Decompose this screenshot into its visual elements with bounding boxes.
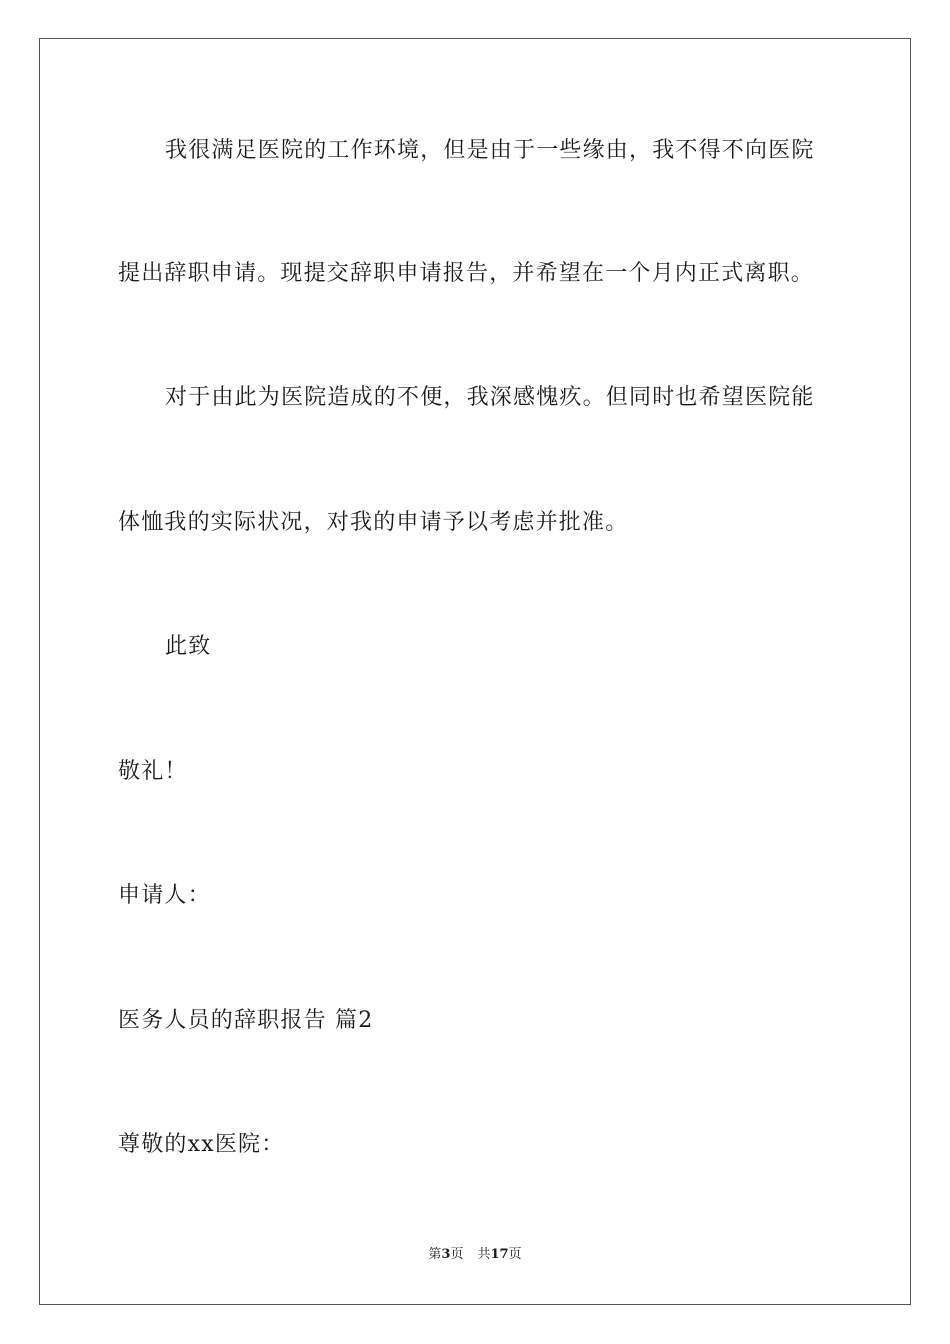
total-pages: 17 — [490, 1247, 509, 1262]
page-number: 3 — [441, 1247, 451, 1262]
paragraph-line-4: 体恤我的实际状况，对我的申请予以考虑并批准。 — [118, 510, 629, 535]
page-prefix: 第 — [428, 1247, 442, 1262]
closing-respect: 敬礼！ — [118, 759, 188, 784]
section-heading: 医务人员的辞职报告 篇2 — [118, 1008, 374, 1033]
applicant-label: 申请人： — [118, 883, 211, 908]
paragraph-line-2: 提出辞职申请。现提交辞职申请报告，并希望在一个月内正式离职。 — [118, 261, 815, 286]
total-prefix: 共 — [477, 1247, 491, 1262]
total-suffix: 页 — [508, 1247, 522, 1262]
closing-salutation: 此致 — [165, 634, 212, 659]
addressee-line: 尊敬的xx医院： — [118, 1132, 285, 1157]
page-frame — [39, 38, 911, 1305]
paragraph-line-1: 我很满足医院的工作环境，但是由于一些缘由，我不得不向医院 — [165, 138, 815, 163]
page-suffix: 页 — [450, 1247, 464, 1262]
paragraph-line-3: 对于由此为医院造成的不便，我深感愧疚。但同时也希望医院能 — [165, 385, 815, 410]
page-footer — [0, 1246, 950, 1264]
